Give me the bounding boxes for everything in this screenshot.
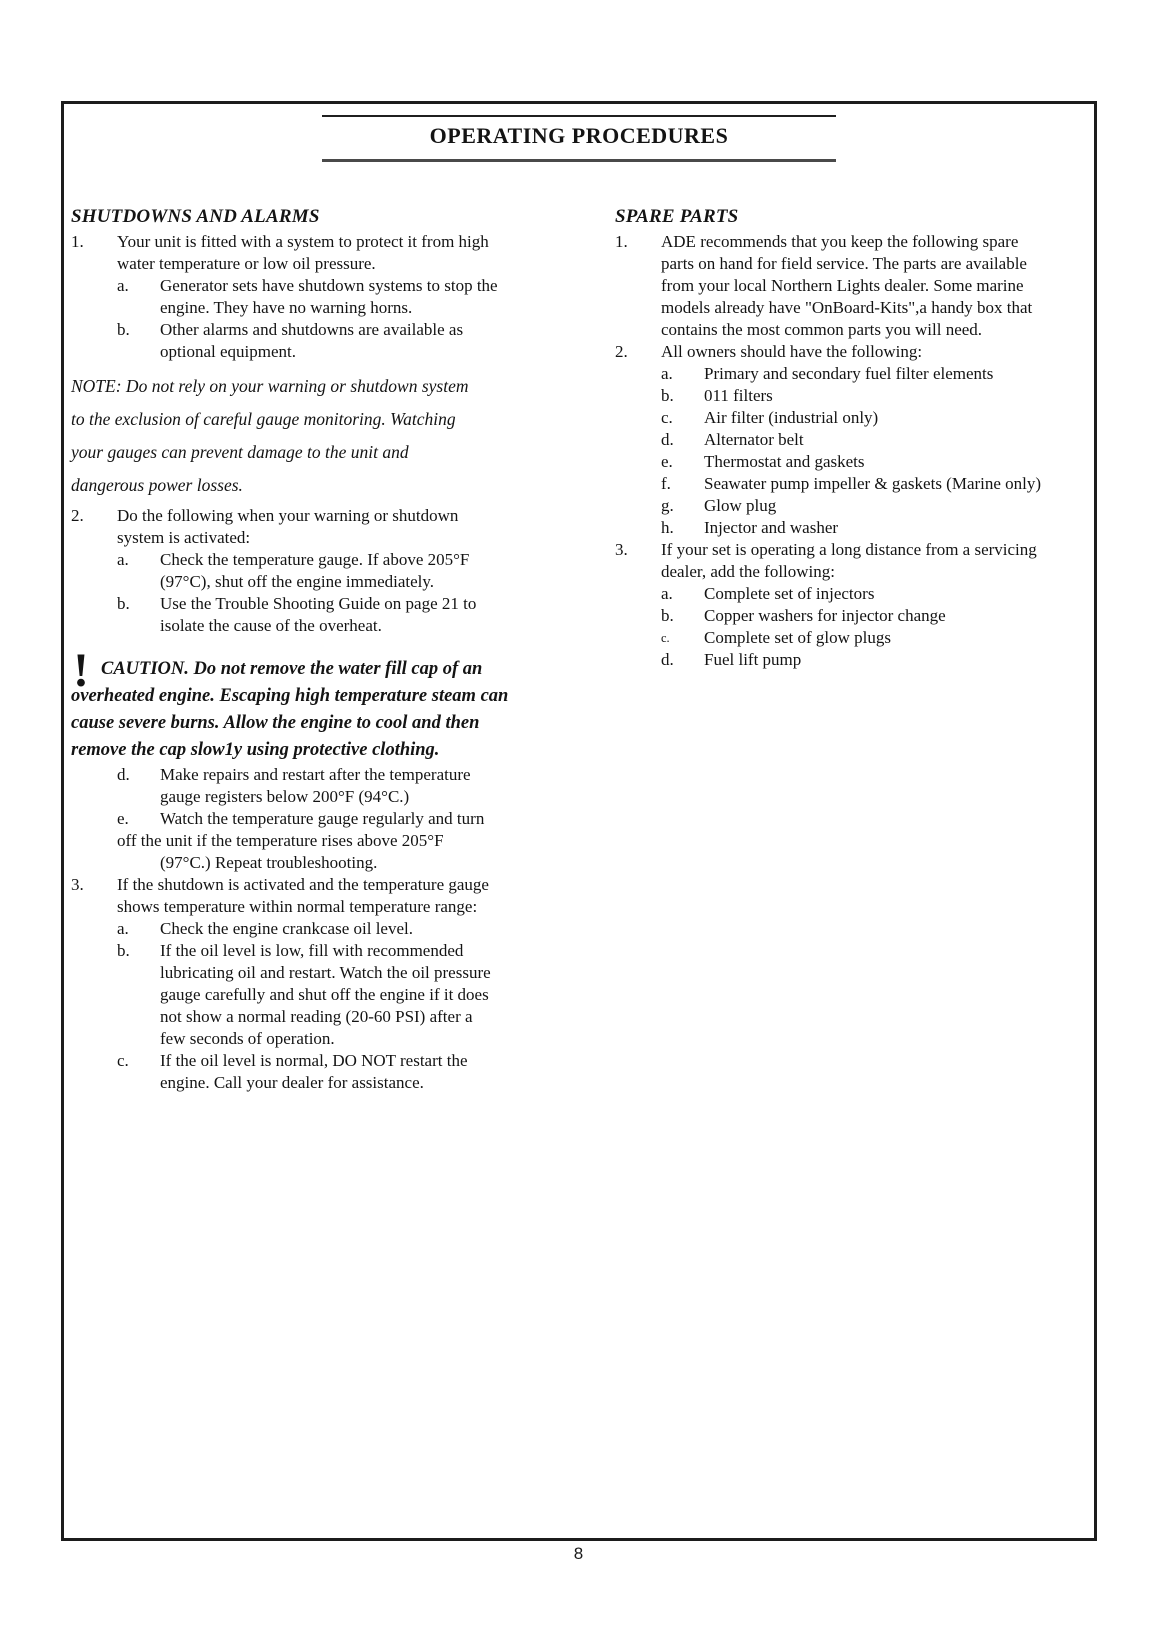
item-letter: d. xyxy=(117,765,130,784)
page-number: 8 xyxy=(573,1544,584,1563)
text-line: few seconds of operation. xyxy=(160,1029,335,1048)
item-letter: h. xyxy=(661,518,674,537)
text-line: remove the cap slow1y using protective clothing. xyxy=(71,740,440,760)
list-item-2e xyxy=(117,808,563,830)
item-letter: g. xyxy=(661,496,674,515)
text-line: ADE recommends that you keep the following spare xyxy=(661,232,1019,251)
text-line: shows temperature within normal temperature range: xyxy=(117,897,478,916)
list-item-3 xyxy=(615,539,1099,583)
list-item-2 xyxy=(71,505,563,549)
list-item-1 xyxy=(71,231,563,275)
item-number: 3. xyxy=(615,540,628,559)
text-line: Complete set of injectors xyxy=(704,584,875,603)
text-line: If the shutdown is activated and the temperature gauge xyxy=(117,875,489,894)
item-letter: a. xyxy=(117,550,129,569)
left-column xyxy=(71,205,563,1094)
text-line: (97°C.) Repeat troubleshooting. xyxy=(160,853,378,872)
text-line: Thermostat and gaskets xyxy=(704,452,865,471)
section-heading-shutdowns-and-alarms: SHUTDOWNS AND ALARMS xyxy=(71,206,320,227)
text-line: off the unit if the temperature rises above 205°F xyxy=(117,831,444,850)
list-item-3b xyxy=(117,940,563,1050)
text-line: NOTE: Do not rely on your warning or shutdown system xyxy=(71,376,469,396)
item-letter: b. xyxy=(117,941,130,960)
text-line: lubricating oil and restart. Watch the oil pressure xyxy=(160,963,491,982)
text-line: isolate the cause of the overheat. xyxy=(160,616,382,635)
text-line: your gauges can prevent damage to the unit and xyxy=(71,442,409,462)
item-letter: b. xyxy=(117,320,130,339)
list-item-2a xyxy=(661,363,1099,385)
title-section xyxy=(64,115,1094,162)
text-line: Other alarms and shutdowns are available as xyxy=(160,320,464,339)
list-item-2h xyxy=(661,517,1099,539)
text-line: Seawater pump impeller & gaskets (Marine only) xyxy=(704,474,1042,493)
text-line: engine. They have no warning horns. xyxy=(160,298,413,317)
list-item-1 xyxy=(615,231,1099,341)
text-line: overheated engine. Escaping high temperature steam can xyxy=(71,686,509,706)
text-line: Your unit is fitted with a system to protect it from high xyxy=(117,232,489,251)
text-line: Watch the temperature gauge regularly and turn xyxy=(160,809,485,828)
list-item-2g xyxy=(661,495,1099,517)
text-line: not show a normal reading (20-60 PSI) after a xyxy=(160,1007,473,1026)
page-border xyxy=(61,101,1097,1541)
item-letter: f. xyxy=(661,474,671,493)
text-line: Fuel lift pump xyxy=(704,650,802,669)
text-line: Alternator belt xyxy=(704,430,804,449)
list-item-3a xyxy=(661,583,1099,605)
item-number: 2. xyxy=(71,506,84,525)
item-letter: c. xyxy=(661,631,670,645)
list-item-1b xyxy=(117,319,563,363)
list-item-2e xyxy=(661,451,1099,473)
list-item-3d xyxy=(661,649,1099,671)
text-line: CAUTION. Do not remove the water fill cap of an xyxy=(101,659,483,679)
text-line: cause severe burns. Allow the engine to cool and then xyxy=(71,713,480,733)
text-line: If the oil level is normal, DO NOT restart the xyxy=(160,1051,468,1070)
item-letter: b. xyxy=(661,386,674,405)
item-letter: a. xyxy=(661,364,673,383)
item-letter: d. xyxy=(661,430,674,449)
item-number: 1. xyxy=(71,232,84,251)
text-line: If the oil level is low, fill with recommended xyxy=(160,941,464,960)
item-letter: e. xyxy=(117,809,129,828)
text-line: to the exclusion of careful gauge monitoring. Watching xyxy=(71,409,456,429)
list-item-1a xyxy=(117,275,563,319)
text-line: engine. Call your dealer for assistance. xyxy=(160,1073,424,1092)
list-item-3c xyxy=(117,1050,563,1094)
text-line: system is activated: xyxy=(117,528,251,547)
text-line: 011 filters xyxy=(704,386,773,405)
text-line: dealer, add the following: xyxy=(661,562,835,581)
text-line: dangerous power losses. xyxy=(71,475,243,495)
text-line: optional equipment. xyxy=(160,342,296,361)
text-line: Check the engine crankcase oil level. xyxy=(160,919,413,938)
caution-paragraph xyxy=(71,644,563,764)
item-letter: e. xyxy=(661,452,673,471)
text-line: Complete set of glow plugs xyxy=(704,628,891,647)
text-line: contains the most common parts you will need. xyxy=(661,320,983,339)
page-title: OPERATING PROCEDURES xyxy=(429,123,729,148)
note-paragraph xyxy=(71,370,563,502)
text-line: Make repairs and restart after the temperature xyxy=(160,765,471,784)
item-letter: b. xyxy=(117,594,130,613)
text-line: Do the following when your warning or shutdown xyxy=(117,506,459,525)
item-letter: a. xyxy=(117,276,129,295)
list-item-2d xyxy=(661,429,1099,451)
text-line: models already have "OnBoard-Kits",a handy box that xyxy=(661,298,1033,317)
text-line: Generator sets have shutdown systems to stop the xyxy=(160,276,498,295)
text-line: If your set is operating a long distance from a servicing xyxy=(661,540,1037,559)
list-item-2 xyxy=(615,341,1099,363)
text-line: Glow plug xyxy=(704,496,777,515)
text-line: Air filter (industrial only) xyxy=(704,408,879,427)
list-item-3c xyxy=(661,627,1099,649)
title-rule-block xyxy=(322,115,836,162)
item-letter: c. xyxy=(661,408,673,427)
item-number: 2. xyxy=(615,342,628,361)
text-line: Check the temperature gauge. If above 205°F xyxy=(160,550,470,569)
text-line: Use the Trouble Shooting Guide on page 21 to xyxy=(160,594,477,613)
item-letter: c. xyxy=(117,1051,129,1070)
item-number: 3. xyxy=(71,875,84,894)
text-line: (97°C), shut off the engine immediately. xyxy=(160,572,435,591)
text-line: Injector and washer xyxy=(704,518,839,537)
section-heading-spare-parts: SPARE PARTS xyxy=(615,206,739,227)
list-item-3a xyxy=(117,918,563,940)
list-item-2b xyxy=(661,385,1099,407)
text-line: All owners should have the following: xyxy=(661,342,923,361)
item-letter: b. xyxy=(661,606,674,625)
text-line: gauge registers below 200°F (94°C.) xyxy=(160,787,410,806)
item-letter: d. xyxy=(661,650,674,669)
exclamation-icon: ! xyxy=(73,644,89,697)
text-line: Copper washers for injector change xyxy=(704,606,946,625)
right-column xyxy=(615,205,1099,671)
text-line: gauge carefully and shut off the engine if it does xyxy=(160,985,489,1004)
list-item-2f xyxy=(661,473,1099,495)
item-number: 1. xyxy=(615,232,628,251)
text-line: Primary and secondary fuel filter elements xyxy=(704,364,994,383)
list-item-2c xyxy=(661,407,1099,429)
text-line: parts on hand for field service. The parts are available xyxy=(661,254,1027,273)
item-letter: a. xyxy=(117,919,129,938)
text-line: water temperature or low oil pressure. xyxy=(117,254,376,273)
list-item-2a xyxy=(117,549,563,593)
list-item-3b xyxy=(661,605,1099,627)
text-line: from your local Northern Lights dealer. Some marine xyxy=(661,276,1024,295)
list-item-2b xyxy=(117,593,563,637)
list-item-2d xyxy=(117,764,563,808)
item-letter: a. xyxy=(661,584,673,603)
list-item-3 xyxy=(71,874,563,918)
